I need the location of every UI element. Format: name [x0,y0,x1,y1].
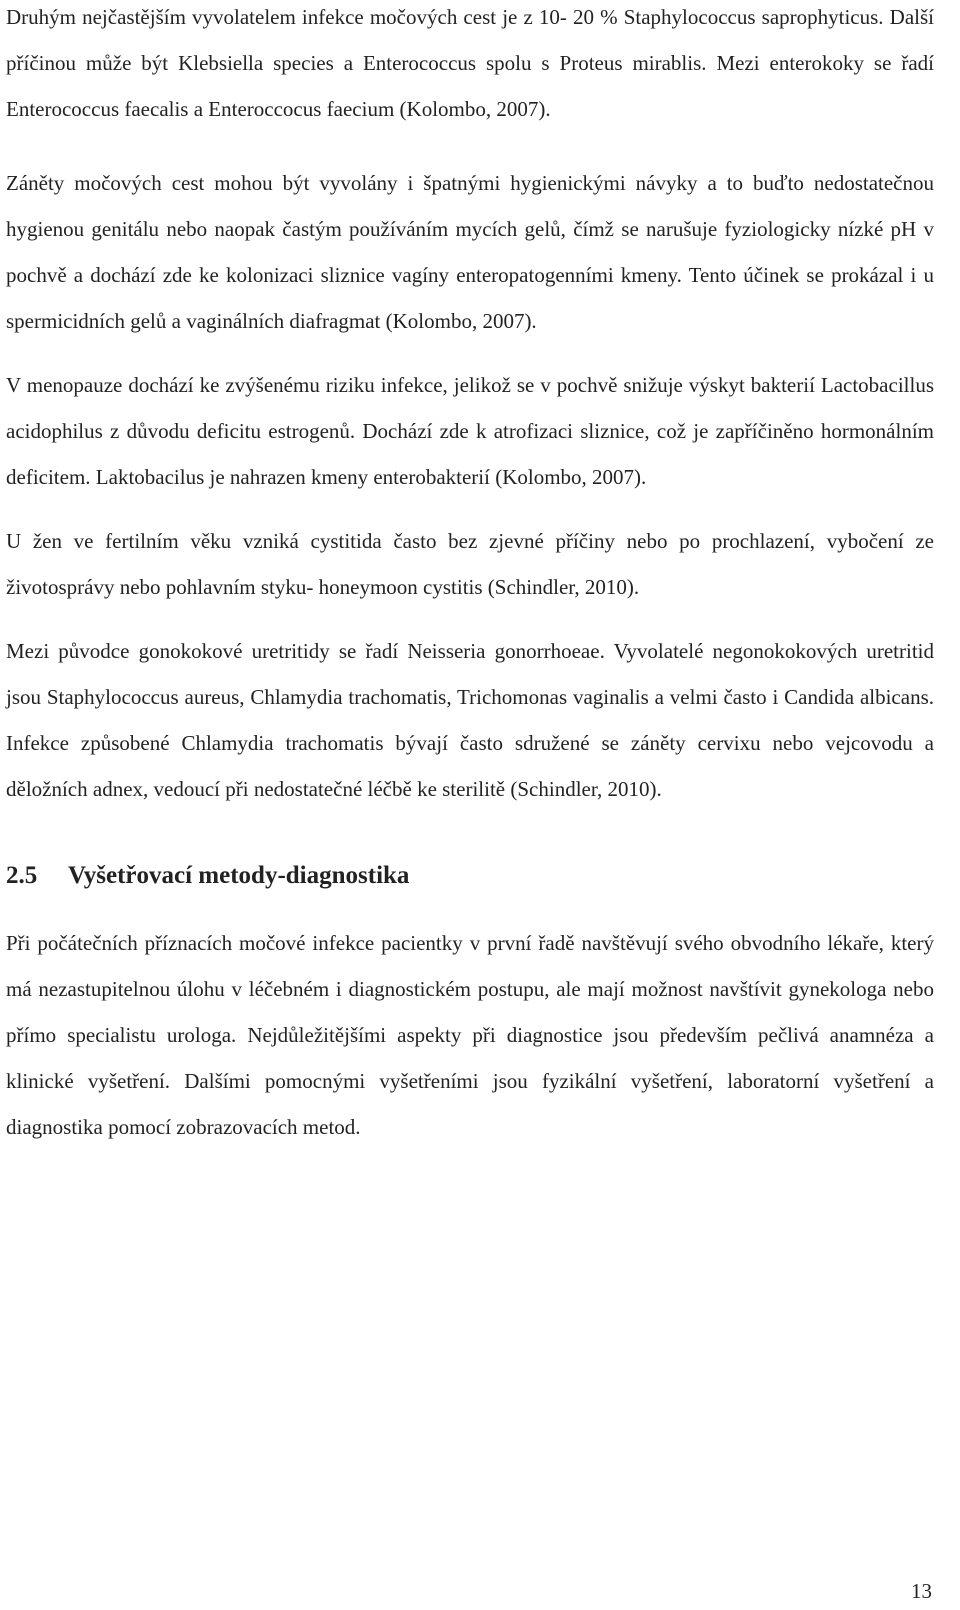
paragraph-fertile-age: U žen ve fertilním věku vzniká cystitida často bez zjevné příčiny nebo po prochlazení, vybočení ze životosprávy nebo pohlavním styku- honeymoon cystitis (Schindler, 2010). [6,529,934,599]
document-page [6,0,934,1150]
paragraph-urethritis: Mezi původce gonokokové uretritidy se řadí Neisseria gonorrhoeae. Vyvolatelé negonokokových uretritid jsou Staphylococcus aureus, Chlamydia trachomatis, Trichomonas vaginalis a velmi často i Candida albicans. Infekce způsobené Chlamydia trachomatis bývají často sdružené se záněty cervixu nebo vejcovodu a děložních adnex, vedoucí při nedostatečné léčbě ke sterilitě (Schindler, 2010). [6,639,934,801]
paragraph-hygiene: Záněty močových cest mohou být vyvolány i špatnými hygienickými návyky a to buďto nedostatečnou hygienou genitálu nebo naopak častým používáním mycích gelů, čímž se narušuje fyziologicky nízké pH v pochvě a dochází zde ke kolonizaci sliznice vagíny enteropatogenními kmeny. Tento účinek se prokázal i u spermicidních gelů a vaginálních diafragmat (Kolombo, 2007). [6,171,934,333]
paragraph-diagnostics: Při počátečních příznacích močové infekce pacientky v první řadě navštěvují svého obvodního lékaře, který má nezastupitelnou úlohu v léčebném i diagnostickém postupu, ale mají možnost navštívit gynekologa nebo přímo specialistu urologa. Nejdůležitějšími aspekty při diagnostice jsou především pečlivá anamnéza a klinické vyšetření. Dalšími pomocnými vyšetřeními jsou fyzikální vyšetření, laboratorní vyšetření a diagnostika pomocí zobrazovacích metod. [6,931,934,1139]
paragraph-menopause: V menopauze dochází ke zvýšenému riziku infekce, jelikož se v pochvě snižuje výskyt bakterií Lactobacillus acidophilus z důvodu deficitu estrogenů. Dochází zde k atrofizaci sliznice, což je zapříčiněno hormonálním deficitem. Laktobacilus je nahrazen kmeny enterobakterií (Kolombo, 2007). [6,373,934,489]
page-number: 13 [911,1579,932,1603]
section-title: Vyšetřovací metody-diagnostika [68,862,410,889]
section-number: 2.5 [6,862,38,889]
paragraph-pathogens: Druhým nejčastějším vyvolatelem infekce močových cest je z 10- 20 % Staphylococcus saprophyticus. Další příčinou může být Klebsiella species a Enterococcus spolu s Proteus mirablis. Mezi enterokoky se řadí Enterococcus faecalis a Enteroccocus faecium (Kolombo, 2007). [6,5,934,121]
section-heading [6,856,934,896]
